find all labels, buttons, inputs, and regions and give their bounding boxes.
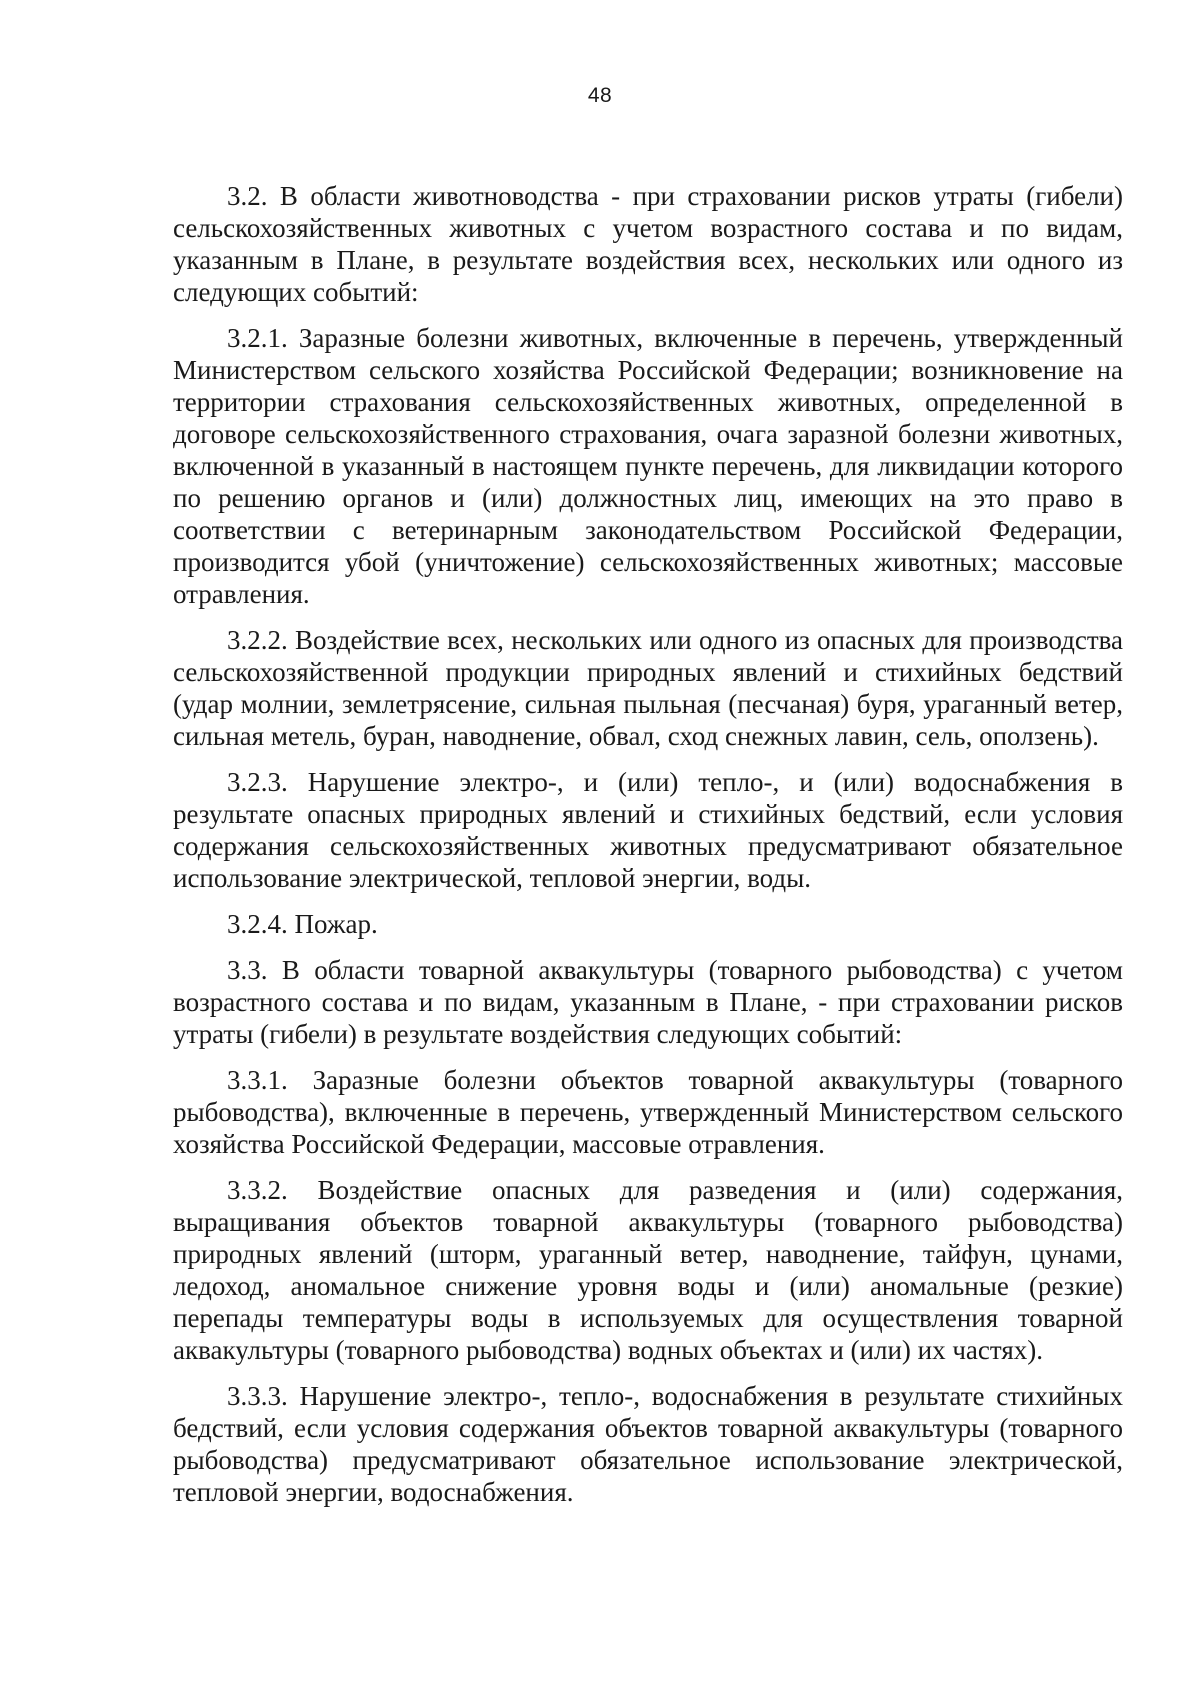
document-body — [173, 180, 1123, 1522]
paragraph-3-2-4: 3.2.4. Пожар. — [227, 909, 378, 939]
paragraph-3-2-2: 3.2.2. Воздействие всех, нескольких или одного из опасных для производства сельскохозяйственной продукции природных явлений и стихийных бедствий (удар молнии, землетрясение, сильная пыльная (песчаная) буря, ураганный ветер, сильная метель, буран, наводнение, обвал, сход снежных лавин, сель, оползень). — [173, 625, 1123, 751]
page-number: 48 — [587, 84, 613, 107]
paragraph-3-3-3: 3.3.3. Нарушение электро-, тепло-, водоснабжения в результате стихийных бедствий, если условия содержания объектов товарной аквакультуры (товарного рыбоводства) предусматривают обязательное использование электрической, тепловой энергии, водоснабжения. — [173, 1381, 1123, 1507]
paragraph-3-3-1: 3.3.1. Заразные болезни объектов товарной аквакультуры (товарного рыбоводства), включенные в перечень, утвержденный Министерством сельского хозяйства Российской Федерации, массовые отравления. — [173, 1065, 1123, 1159]
paragraph-3-3-2: 3.3.2. Воздействие опасных для разведения и (или) содержания, выращивания объектов товарной аквакультуры (товарного рыбоводства) природных явлений (шторм, ураганный ветер, наводнение, тайфун, цунами, ледоход, аномальное снижение уровня воды и (или) аномальные (резкие) перепады температуры воды в используемых для осуществления товарной аквакультуры (товарного рыбоводства) водных объектах и (или) их частях). — [173, 1175, 1123, 1365]
paragraph-3-2: 3.2. В области животноводства - при страховании рисков утраты (гибели) сельскохозяйственных животных с учетом возрастного состава и по видам, указанным в Плане, в результате воздействия всех, нескольких или одного из следующих событий: — [173, 181, 1123, 307]
paragraph-3-2-3: 3.2.3. Нарушение электро-, и (или) тепло-, и (или) водоснабжения в результате опасных природных явлений и стихийных бедствий, если условия содержания сельскохозяйственных животных предусматривают обязательное использование электрической, тепловой энергии, воды. — [173, 767, 1123, 893]
paragraph-3-2-1: 3.2.1. Заразные болезни животных, включенные в перечень, утвержденный Министерством сельского хозяйства Российской Федерации; возникновение на территории страхования сельскохозяйственных животных, определенной в договоре сельскохозяйственного страхования, очага заразной болезни животных, включенной в указанный в настоящем пункте перечень, для ликвидации которого по решению органов и (или) должностных лиц, имеющих на это право в соответствии с ветеринарным законодательством Российской Федерации, производится убой (уничтожение) сельскохозяйственных животных; массовые отравления. — [173, 323, 1123, 609]
paragraph-3-3: 3.3. В области товарной аквакультуры (товарного рыбоводства) с учетом возрастного состава и по видам, указанным в Плане, - при страховании рисков утраты (гибели) в результате воздействия следующих событий: — [173, 955, 1123, 1049]
